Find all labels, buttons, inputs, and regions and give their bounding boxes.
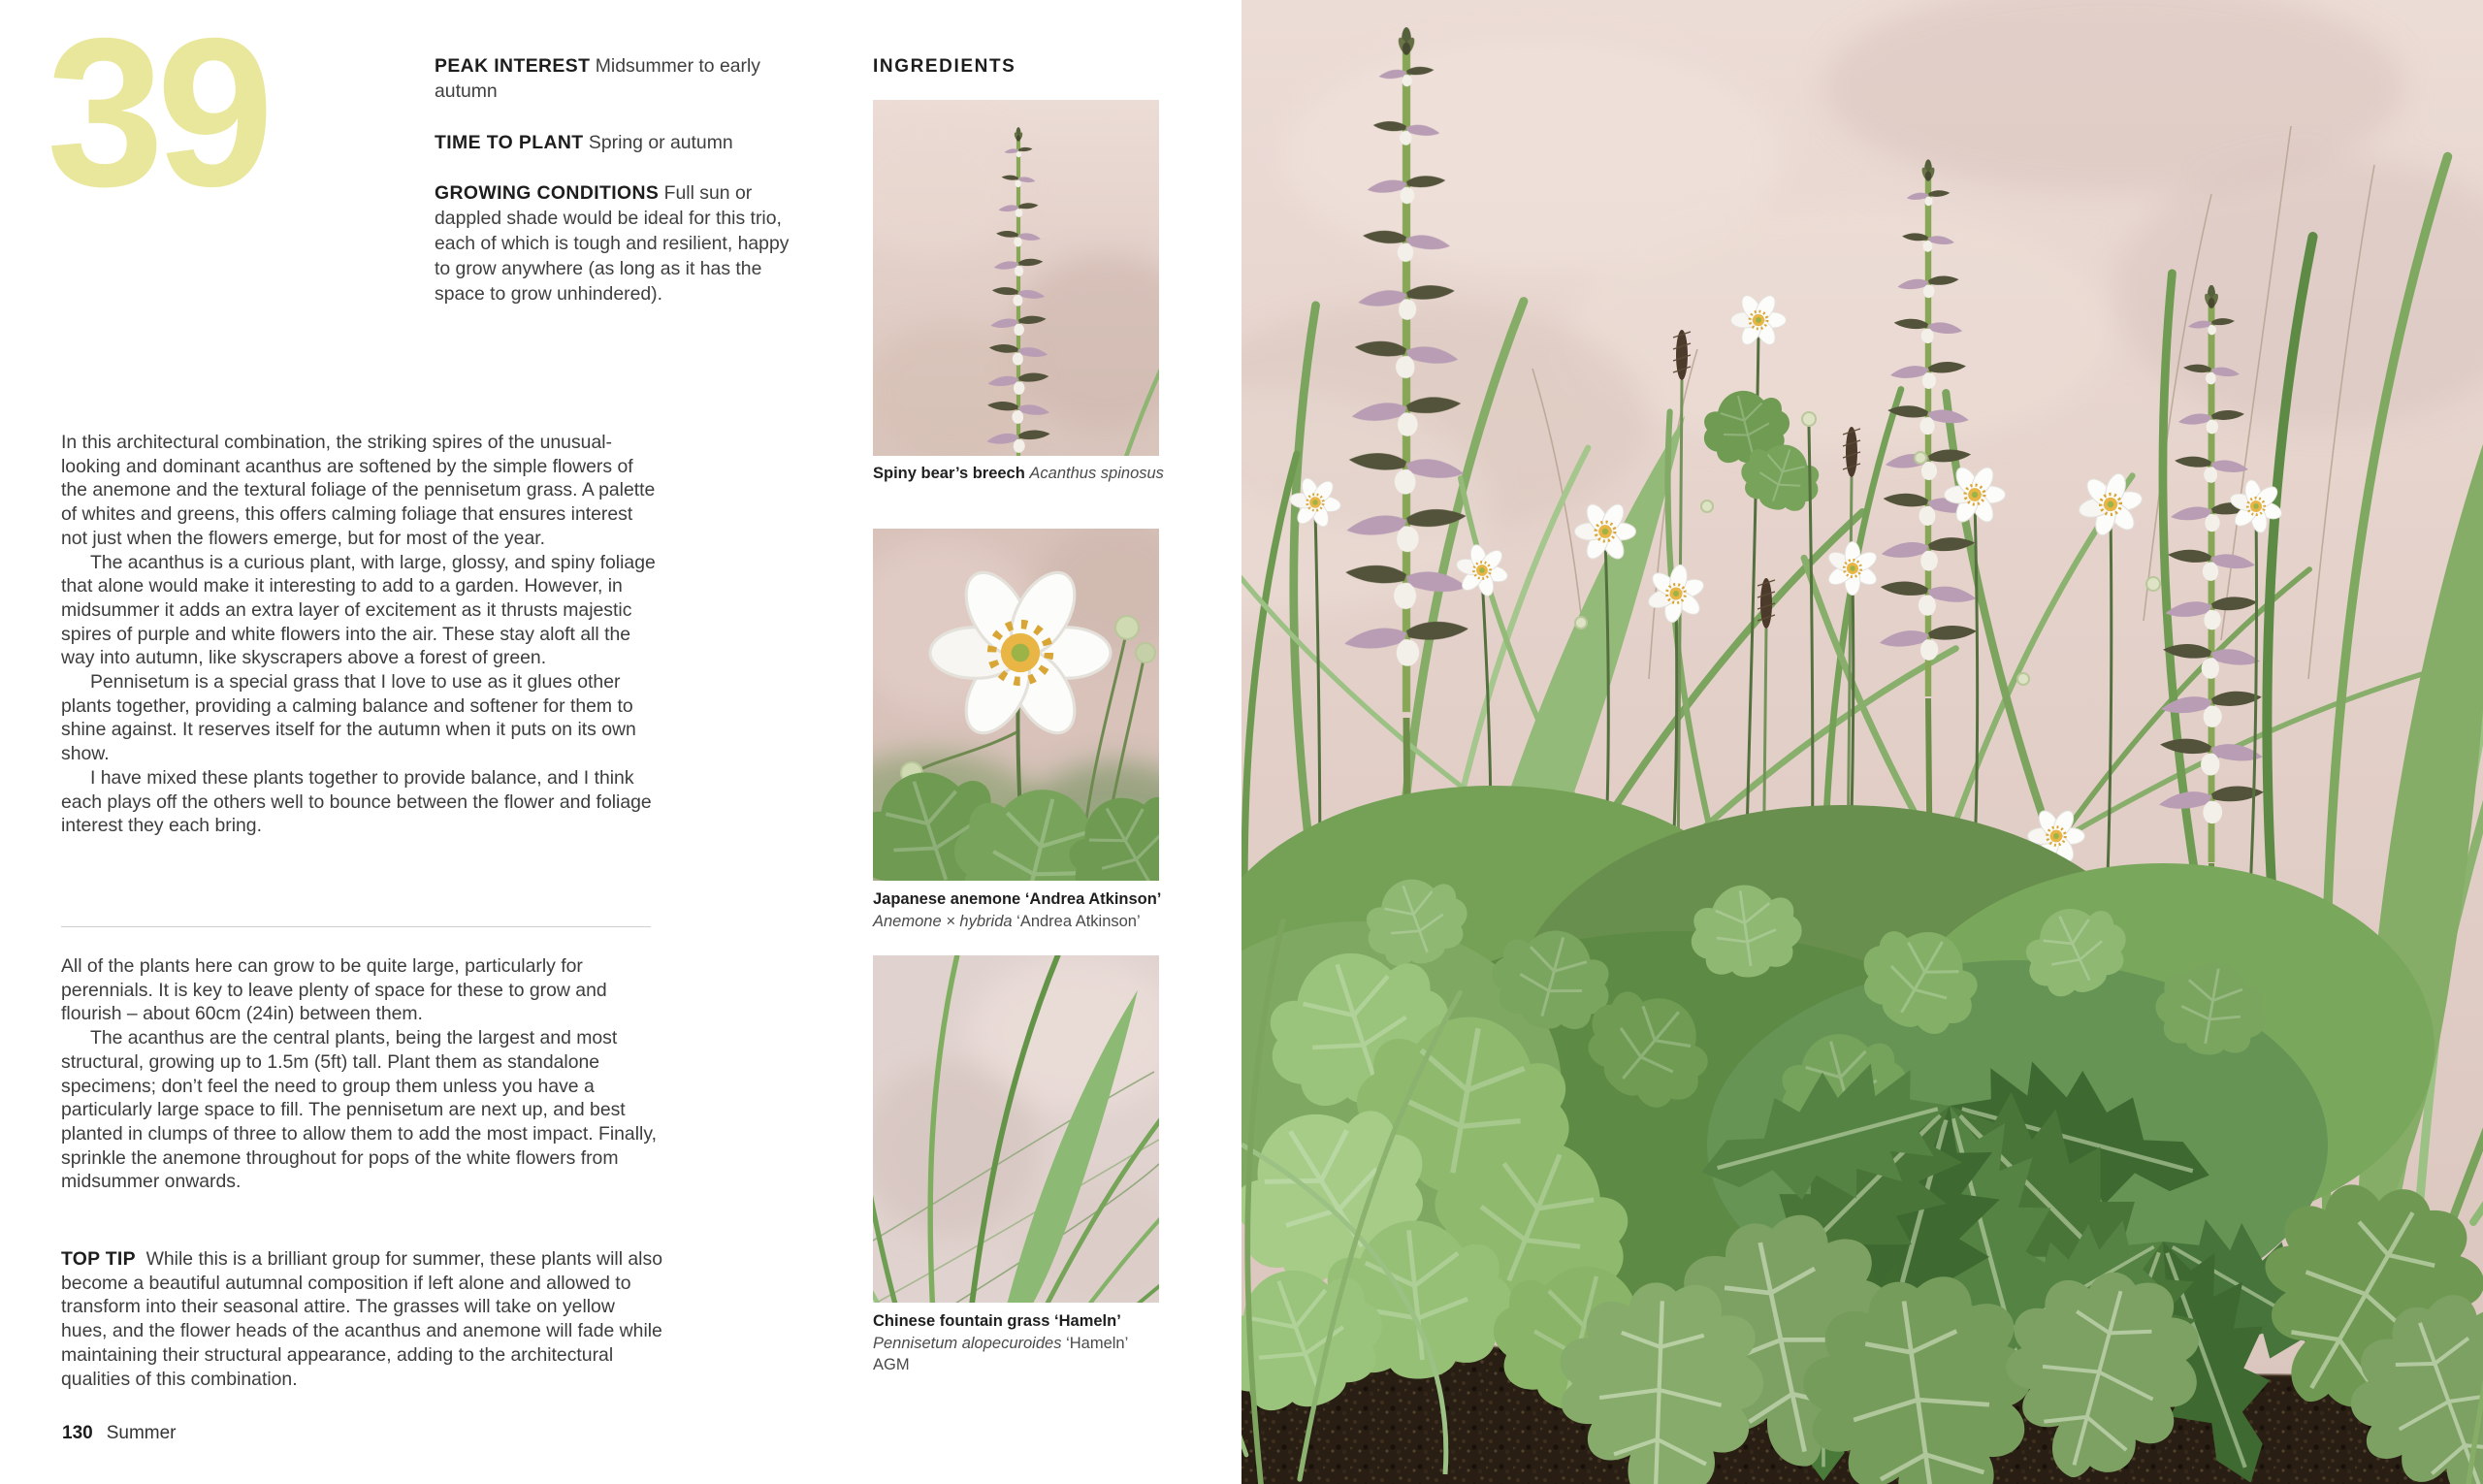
main-text-paragraph: In this architectural combination, the striking spires of the unusual-looking and dominant acanthus are softened by the simple flowers of the anemone and the textural foliage of the pennisetum grass. A palette of whites and greens, this offers calming foliage that ensures interest not just when the flowers emerge, but for most of the year.	[61, 432, 656, 549]
growing-conditions-label: GROWING CONDITIONS	[435, 182, 660, 205]
caption-grass-latin: Pennisetum alopecuroides	[873, 1334, 1062, 1352]
peak-interest	[435, 54, 809, 105]
time-to-plant	[435, 131, 809, 156]
caption-anemone	[873, 888, 1164, 932]
caption-anemone-common: Japanese anemone ‘Andrea Atkinson’	[873, 890, 1162, 908]
spacing-text-paragraph: All of the plants here can grow to be quite large, particularly for perennials. It is key to leave plenty of space for these to grow and flourish – about 60cm (24in) between them.	[61, 955, 607, 1025]
spacing-text-paragraph: The acanthus are the central plants, being the largest and most structural, growing up to 1.5m (5ft) tall. Plant them as standalone specimens; don’t feel the need to group them unless you have a particularly large space to fill. The pennisetum are next up, and best planted in clumps of three to allow them to add the most impact. Finally, sprinkle the anemone throughout for pops of the white flowers from midsummer onwards.	[61, 1027, 657, 1193]
main-text	[61, 431, 659, 838]
top-tip	[61, 1247, 662, 1391]
section-divider	[61, 926, 651, 927]
caption-grass-common: Chinese fountain grass ‘Hameln’	[873, 1312, 1121, 1330]
growing-conditions	[435, 181, 809, 306]
page-number: 130	[62, 1423, 93, 1443]
caption-anemone-cultivar: ‘Andrea Atkinson’	[1016, 912, 1141, 930]
section-name: Summer	[106, 1423, 177, 1443]
growing-conditions-text: Full sun or dappled shade would be ideal for this trio, each of which is tough and resilient, happy to grow anywhere (as long as it has the space to grow unhindered).	[435, 182, 790, 305]
info-column	[435, 54, 809, 333]
ingredient-photo-grass	[873, 955, 1159, 1303]
caption-acanthus-common: Spiny bear’s breech	[873, 465, 1025, 482]
main-text-paragraph: I have mixed these plants together to provide balance, and I think each plays off the others well to bounce between the flower and foliage interest they each bring.	[61, 766, 652, 837]
top-tip-label: TOP TIP	[61, 1248, 136, 1270]
caption-grass	[873, 1310, 1164, 1376]
caption-anemone-latin: Anemone × hybrida	[873, 912, 1013, 930]
peak-interest-text: Midsummer to early autumn	[435, 55, 760, 102]
main-text-paragraph: Pennisetum is a special grass that I love to use as it glues other plants together, providing a calming balance and softener for them to shine against. It reserves itself for the autumn when it puts on its own show.	[61, 671, 636, 765]
ingredient-photo-acanthus	[873, 100, 1159, 456]
spacing-text	[61, 954, 659, 1194]
planting-photo-illustration	[1242, 0, 2483, 1484]
peak-interest-label: PEAK INTEREST	[435, 55, 591, 77]
caption-grass-cultivar: ‘Hameln’ AGM	[873, 1334, 1128, 1373]
combination-number: 39	[47, 0, 267, 231]
page-footer	[62, 1423, 177, 1444]
ingredient-photo-anemone	[873, 529, 1159, 881]
top-tip-text: While this is a brilliant group for summer, these plants will also become a beautiful autumnal composition if left alone and allowed to transform into their seasonal attire. The grasses will take on yellow hues, and the flower heads of the acanthus and anemone will fade while maintaining their structural appearance, adding to the architectural qualities of this combination.	[61, 1248, 662, 1390]
caption-acanthus-latin: Acanthus spinosus	[1029, 465, 1164, 482]
time-to-plant-label: TIME TO PLANT	[435, 131, 584, 153]
ingredients-header: INGREDIENTS	[873, 56, 1016, 77]
planting-photo	[1242, 0, 2483, 1484]
caption-acanthus	[873, 463, 1164, 485]
main-text-paragraph: The acanthus is a curious plant, with large, glossy, and spiny foliage that alone would make it interesting to add to a garden. However, in midsummer it adds an extra layer of excitement as it thrusts majestic spires of purple and white flowers into the air. These stay aloft all the way into autumn, like skyscrapers above a forest of green.	[61, 551, 656, 669]
time-to-plant-text: Spring or autumn	[588, 131, 733, 153]
